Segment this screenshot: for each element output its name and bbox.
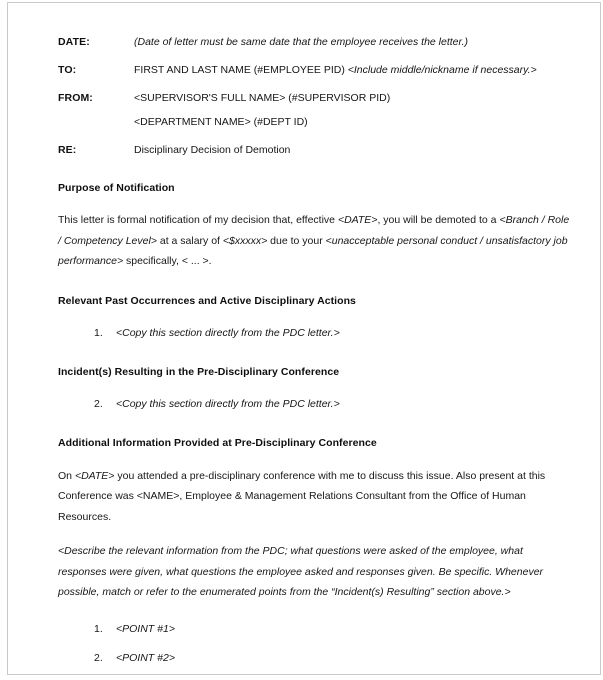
list-item-text: <Copy this section directly from the PDC letter.> (116, 397, 340, 410)
purpose-placeholder-date: <DATE> (337, 214, 378, 226)
header-value-from: <SUPERVISOR'S FULL NAME> (#SUPERVISOR PID) (134, 92, 391, 104)
header-spacer (58, 106, 134, 130)
list-item (58, 621, 570, 637)
heading-additional-information: Additional Information Provided at Pre-Disciplinary Conference (58, 436, 377, 449)
header-value-re: Disciplinary Decision of Demotion (134, 144, 291, 156)
list-item (58, 650, 570, 666)
page-content (8, 3, 600, 674)
header-label-re: RE: (58, 144, 77, 156)
header-label-date: DATE: (58, 36, 90, 48)
conference-text-part2: you attended a pre-disciplinary conference with me to discuss this issue. Also present at this Conference was <NAME>, Employee & Management Relations Consultant from the Office of Human Resources. (58, 469, 546, 523)
document-page (7, 2, 601, 675)
header-value-to-plain: FIRST AND LAST NAME (#EMPLOYEE PID) (134, 64, 348, 76)
list-incidents (58, 396, 570, 412)
list-item (58, 325, 570, 341)
list-item-number: 1. (94, 326, 103, 339)
heading-relevant-past-occurrences: Relevant Past Occurrences and Active Disciplinary Actions (58, 294, 356, 307)
purpose-placeholder-salary: <$xxxxx> (222, 234, 268, 247)
header-row-to (58, 63, 570, 78)
purpose-placeholder-reason: <unacceptable personal conduct / unsatisfactory job performance> (58, 234, 568, 267)
conference-placeholder-date: <DATE> (74, 469, 115, 482)
list-item-number: 2. (94, 397, 103, 410)
list-relevant-past-occurrences (58, 325, 570, 341)
header-row-date (58, 35, 570, 50)
list-item-text: <Copy this section directly from the PDC letter.> (116, 326, 340, 339)
heading-incidents-resulting: Incident(s) Resulting in the Pre-Disciplinary Conference (58, 365, 340, 378)
header-value-to-italic: <Include middle/nickname if necessary.> (347, 64, 537, 76)
header-label-from: FROM: (58, 92, 93, 104)
conference-text-part1: On (58, 469, 75, 482)
heading-purpose-of-notification: Purpose of Notification (58, 182, 175, 194)
paragraph-purpose (58, 210, 570, 272)
list-item-text: <POINT #1> (116, 622, 175, 635)
header-label-to: TO: (58, 64, 77, 76)
purpose-text-part5: specifically, < ... >. (123, 255, 212, 267)
header-row-from-department (58, 106, 570, 130)
header-value-department: <DEPARTMENT NAME> (#DEPT ID) (134, 116, 308, 128)
purpose-text-part4: due to your (267, 234, 326, 247)
header-row-re (58, 143, 570, 158)
purpose-text-part2: , you will be demoted to a (377, 214, 500, 226)
purpose-text-part1: This letter is formal notification of my decision that, effective (58, 214, 338, 226)
header-row-from (58, 91, 570, 106)
list-item-text: <POINT #2> (116, 651, 175, 664)
list-item-number: 1. (94, 622, 103, 635)
list-conference-points (58, 621, 570, 666)
paragraph-describe-instruction: <Describe the relevant information from the PDC; what questions were asked of the employee, what responses were given, what questions the employee asked and responses given. Be specific. Whenever possible, match or refer to the enumerated points from the “Incident(s) Resulting” section above.> (58, 545, 544, 598)
list-item-number: 2. (94, 651, 103, 664)
letter-header-block (58, 35, 570, 158)
paragraph-conference-details (58, 466, 570, 528)
header-value-date: (Date of letter must be same date that the employee receives the letter.) (134, 36, 469, 48)
purpose-placeholder-role: <Branch / Role / Competency Level> (58, 214, 570, 247)
header-value-to (134, 63, 570, 78)
purpose-text-part3: at a salary of (156, 234, 223, 247)
list-item (58, 396, 570, 412)
